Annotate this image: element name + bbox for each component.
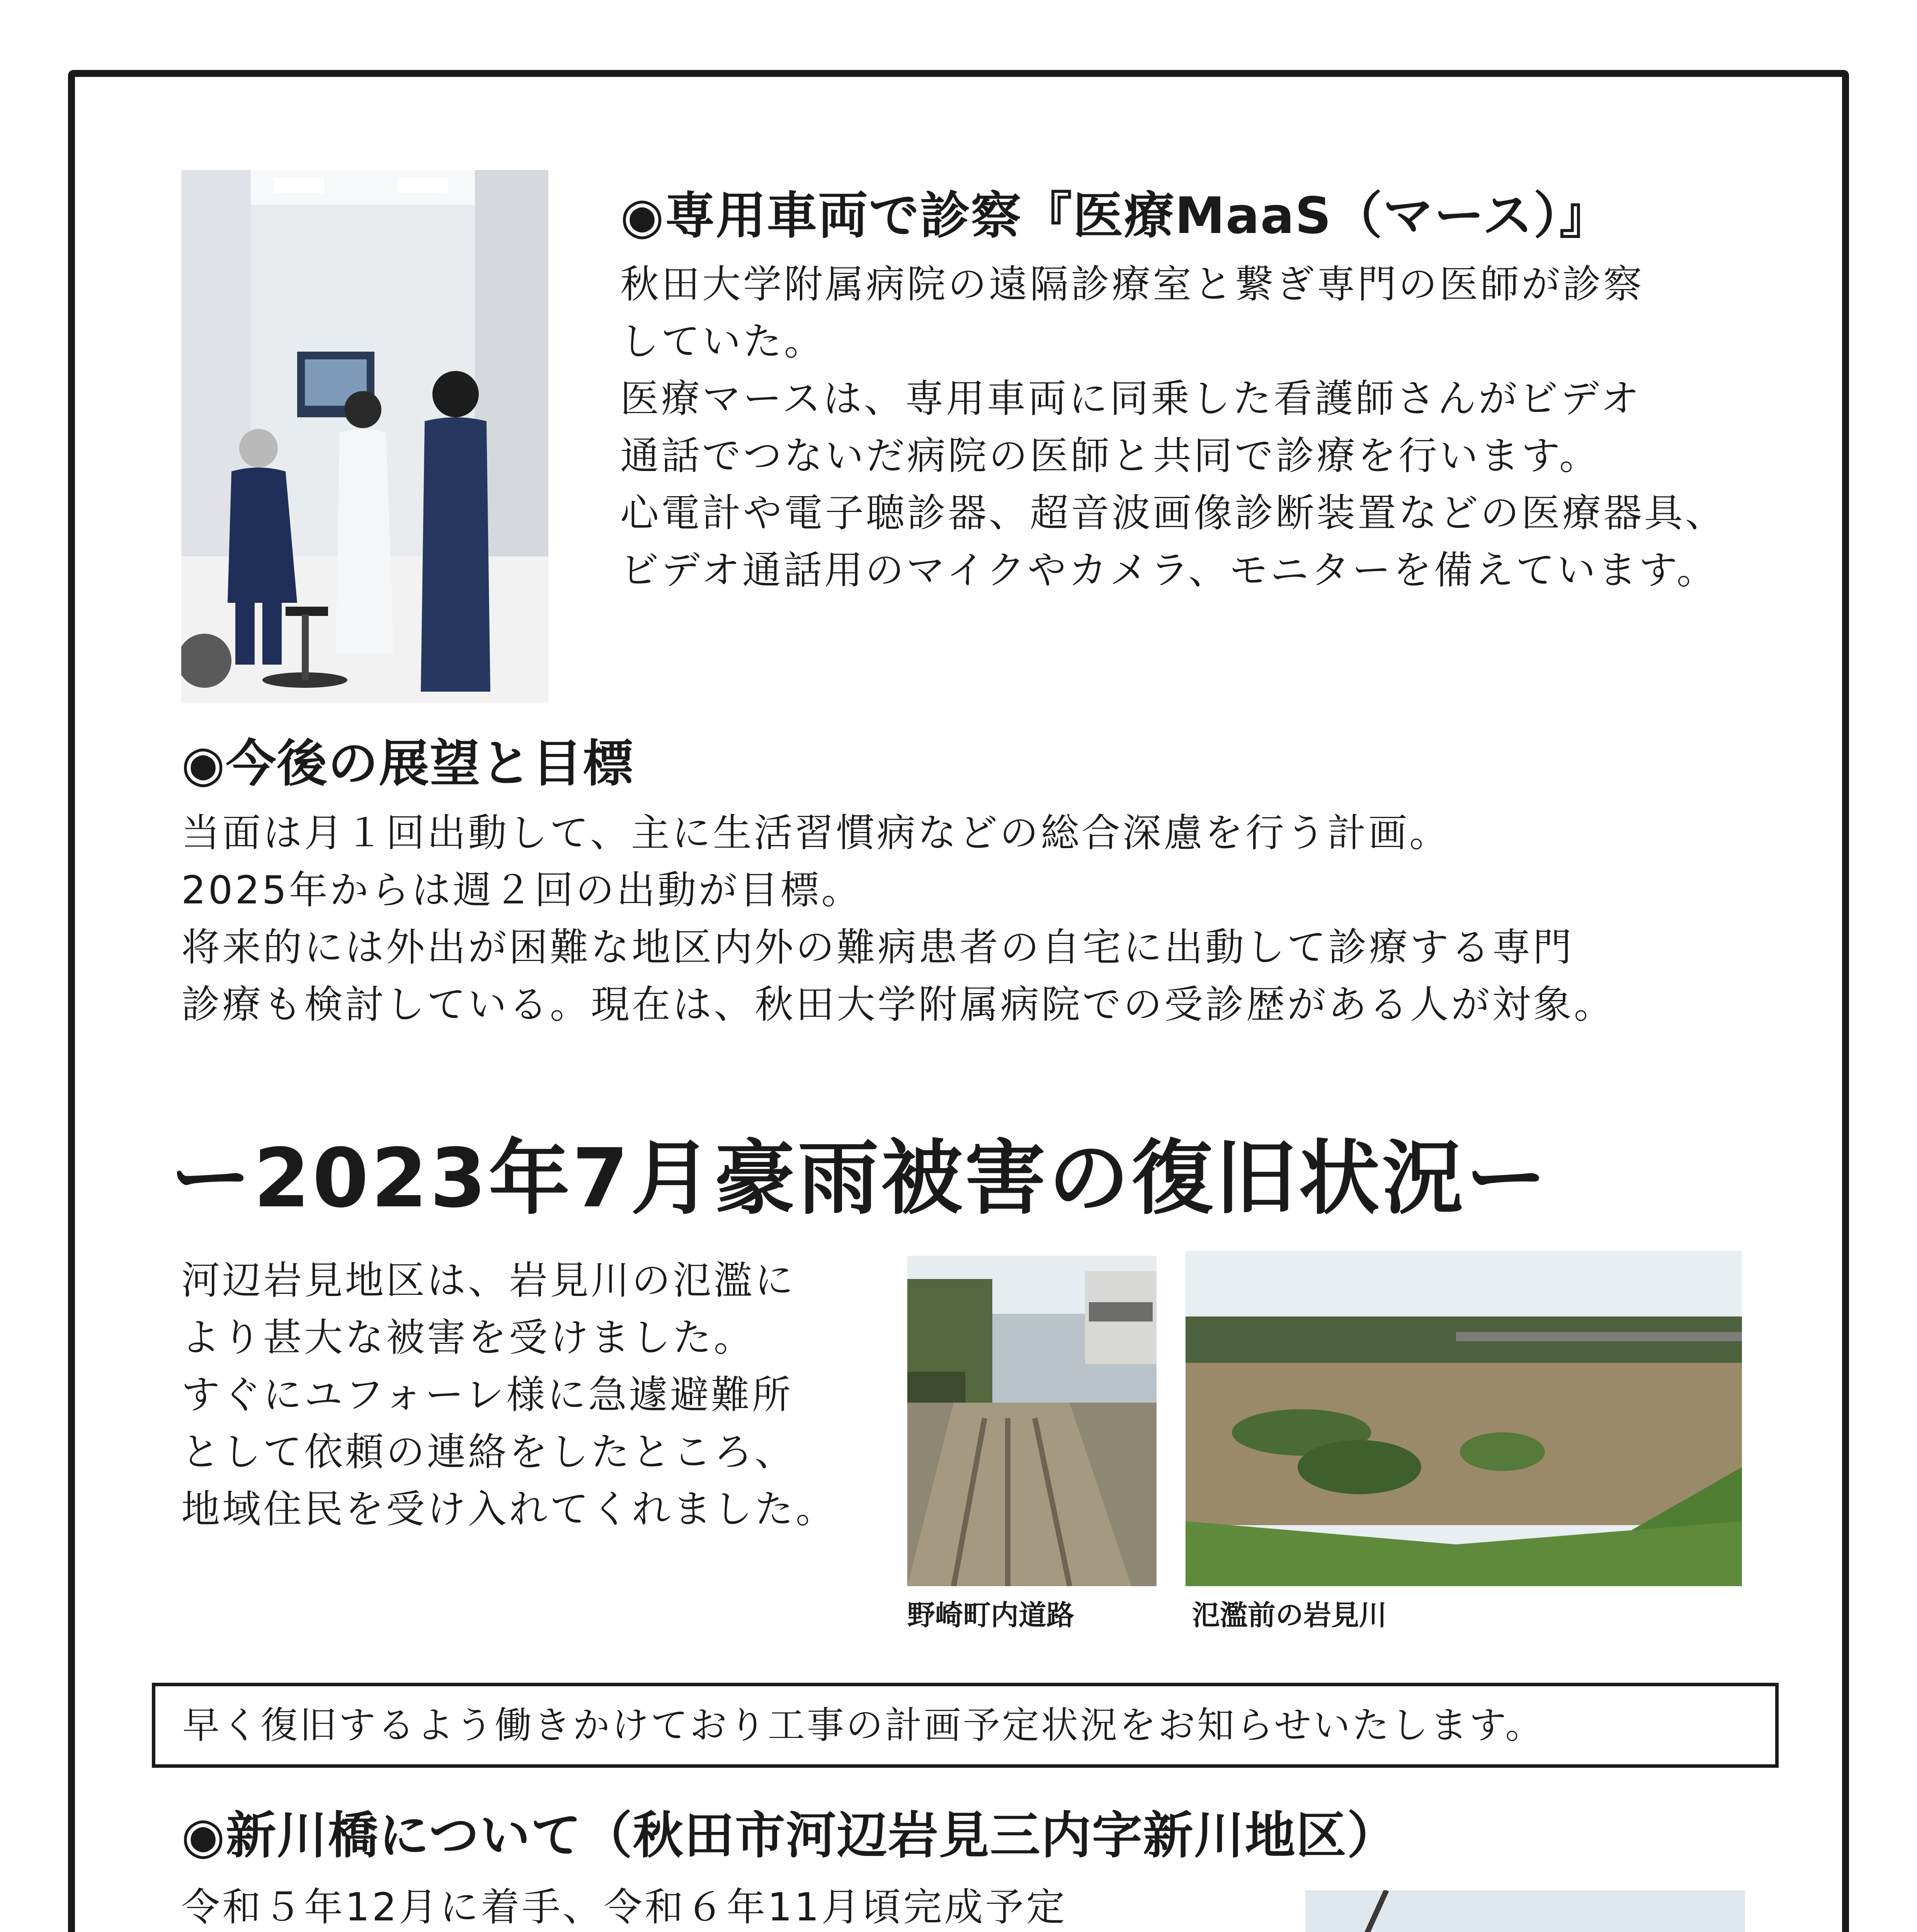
flooded-road-photo [907,1256,1157,1586]
outlook-body [181,804,1615,1033]
outlook-line: 診療も検討している。現在は、秋田大学附属病院での受診歴がある人が対象。 [181,982,1615,1027]
notice-box: 早く復旧するよう働きかけており工事の計画予定状況をお知らせいたします。 [152,1683,1779,1768]
maas-line: ビデオ通話用のマイクやカメラ、モニターを備えています。 [620,548,1718,593]
project1-heading: ◉新川橋について（秋田市河辺岩見三内字新川地区） [181,1806,1398,1865]
maas-line: していた。 [620,319,825,364]
project1-detail: 令和５年12月に着手、令和６年11月頃完成予定 [181,1884,1067,1930]
flood-body [181,1252,837,1538]
maas-heading: ◉専用車両で診察『医療MaaS（マース）』 [620,186,1611,245]
outlook-line: 2025年からは週２回の出動が目標。 [181,867,862,913]
medical-vehicle-photo [181,170,548,703]
bridge-construction-photo [1305,1890,1745,1932]
maas-body [620,256,1726,599]
flood-line: すぐにユフォーレ様に急遽避難所 [181,1372,793,1417]
outlook-line: 当面は月１回出動して、主に生活習慣病などの総合深慮を行う計画。 [181,810,1450,855]
maas-line: 通話でつないだ病院の医師と共同で診療を行います。 [620,433,1600,478]
flood-line: として依頼の連絡をしたところ、 [181,1429,796,1475]
flood-title: ー2023年7月豪雨被害の復旧状況ー [170,1131,1549,1226]
flood-line: 河辺岩見地区は、岩見川の氾濫に [181,1258,796,1303]
maas-line: 心電計や電子聴診器、超音波画像診断装置などの医療器具、 [620,490,1726,536]
outlook-line: 将来的には外出が困難な地区内外の難病患者の自宅に出動して診療する専門 [181,925,1574,970]
maas-line: 秋田大学附属病院の遠隔診療室と繋ぎ専門の医師が診察 [620,262,1644,307]
river-caption: 氾濫前の岩見川 [1192,1599,1387,1631]
flooded-road-caption: 野崎町内道路 [907,1599,1075,1631]
flood-line: より甚大な被害を受けました。 [181,1315,755,1360]
outlook-heading: ◉今後の展望と目標 [181,734,634,793]
maas-line: 医療マースは、専用車両に同乗した看護師さんがビデオ [620,376,1641,421]
flood-line: 地域住民を受け入れてくれました。 [181,1486,837,1532]
river-photo [1186,1251,1742,1586]
